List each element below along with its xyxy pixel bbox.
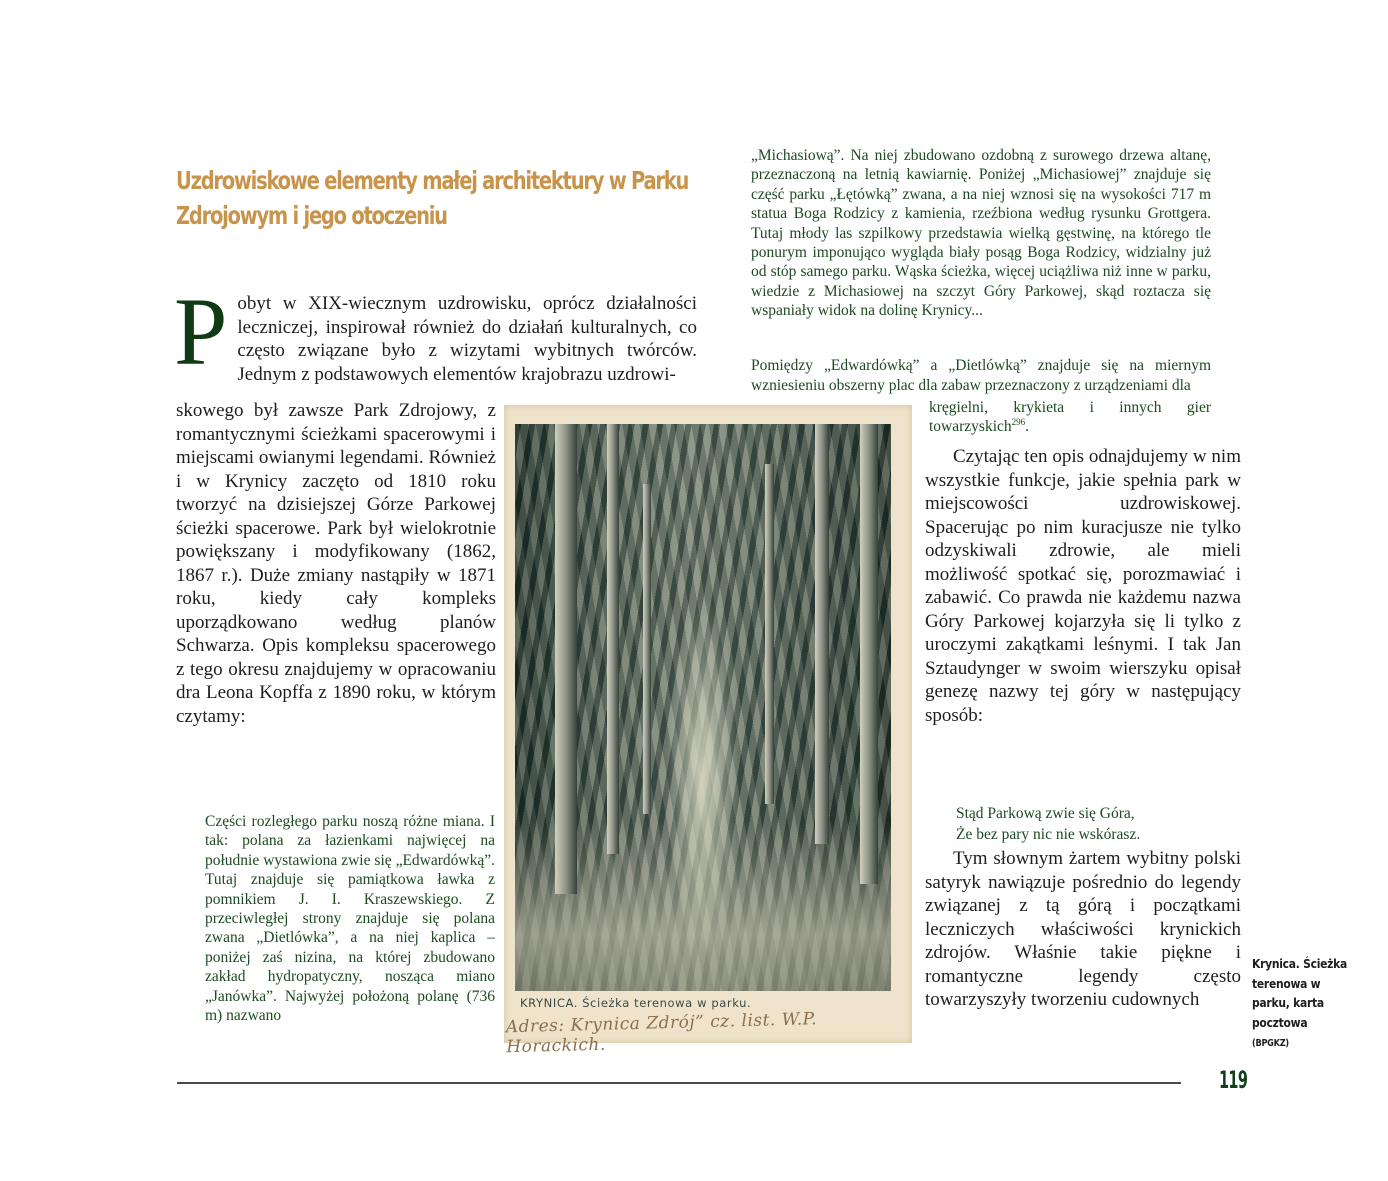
- tree-trunk: [607, 424, 619, 854]
- postcard-handwriting: Adres: Krynica Zdrój” cz. list. W.P. Horackich.: [505, 1009, 818, 1058]
- tree-trunk: [815, 424, 829, 844]
- kopff-quote-part2: [751, 146, 1211, 321]
- kopff-quote-part4: kręgielni, krykieta i innych gier towarzyskich$^{296}$.: [929, 399, 1211, 436]
- left-column: [176, 399, 496, 728]
- postcard-printed-caption: KRYNICA. Ścieżka terenowa w parku.: [520, 996, 752, 1010]
- drop-cap: P: [174, 278, 228, 385]
- tree-trunk: [765, 464, 774, 804]
- figure-source: (BPGKZ): [1252, 1038, 1289, 1049]
- intro-text: obyt w XIX-wiecznym uzdrowisku, oprócz działalności leczniczej, inspirował również do działań kulturalnych, co często związane było z wizytami wybitnych twórców. Jednym z podstawowych elementów krajobrazu uzdrowi-: [237, 293, 697, 385]
- paragraph-text: Tym słownym żartem wybitny polski satyryk nawiązuje pośrednio do legendy związanej z tą górą i początkami leczniczych właściwości krynickich zdrojów. Właśnie takie piękne i romantyczne legendy często towarzyszyły tworzeniu cudownych: [925, 848, 1241, 1010]
- sztaudynger-verse: [956, 803, 1216, 845]
- section-title: Uzdrowiskowe elementy małej architektury w Parku Zdrojowym i jego otoczeniu: [176, 165, 689, 230]
- verse-line: Stąd Parkową zwie się Góra,: [956, 805, 1135, 822]
- kopff-quote-end: kręgielni, krykieta i innych gier towarzyskich: [929, 399, 1211, 436]
- right-column-paragraph2: [925, 847, 1241, 1012]
- kopff-quote-part1: Części rozległego parku noszą różne miana. I tak: polana za łazienkami najwięcej na południe wystawiona zwie się „Edwardówką”. Tutaj znajduje się pamiątkowa ławka z pomnikiem J. I. Kraszewskiego. Z przeciwległej strony znajduje się polana zwana „Dietlówka”, a na niej kaplica – poniżej zaś nizina, na której zbudowano zakład hydropatyczny, nosząca miano „Janówka”. Najwyżej położoną polanę (736 m) nazwano: [205, 813, 495, 1025]
- footnote-ref[interactable]: 296: [1011, 417, 1026, 428]
- paragraph-text: Czytając ten opis odnajdujemy w nim wszystkie funkcje, jakie spełnia park w miejscowości uzdrowiskowej. Spacerując po nim kuracjusze nie tylko odzyskiwali zdrowie, ale mieli możliwość spotkać się, porozmawiać i zabawić. Co prawda nie każdemu nazwa Góry Parkowej kojarzyła się li tylko z uroczymi zakątkami leśnymi. I tak Jan Sztaudynger w swoim wierszyku opisał genezę nazwy tej góry w następujący sposób:: [925, 446, 1241, 726]
- figure-caption: [1252, 954, 1355, 1054]
- tree-trunk: [643, 484, 651, 814]
- tree-trunk: [555, 424, 577, 894]
- page-number: 119: [1219, 1066, 1248, 1094]
- intro-paragraph: [174, 278, 697, 386]
- tree-trunk: [860, 424, 878, 884]
- verse-line: Że bez pary nic nie wskórasz.: [956, 826, 1141, 843]
- postcard-image: [504, 405, 912, 1058]
- right-column-paragraph1: [925, 445, 1241, 727]
- kopff-quote-text: „Michasiową”. Na niej zbudowano ozdobną z surowego drzewa altanę, przeznaczoną na letnią kawiarnię. Poniżej „Michasiowej” znajduje się część parku „Łętówką” zwana, a na niej wznosi się na wysokości 717 m statua Boga Rodzicy z kamienia, rzeźbiona według rysunku Grottgera. Tutaj młody las szpilkowy przedstawia wielką gęstwinę, na którego tle ponurym imponująco wygląda biały posąg Boga Rodzicy, widzialny już od stóp samego parku. Wąska ścieżka, więcej uciążliwa niż inne w parku, wiedzie z Michasiowej na szczyt Góry Parkowej, skąd roztacza się wspaniały widok na dolinę Krynicy...: [751, 147, 1211, 320]
- left-column-text: skowego był zawsze Park Zdrojowy, z romantycznymi ścieżkami spacerowymi i miejscami owianymi legendami. Również i w Krynicy zaczęto od 1810 roku tworzyć na dzisiejszej Górze Parkowej ścieżki spacerowe. Park był wielokrotnie powiększany i modyfikowany (1862, 1867 r.). Duże zmiany nastąpiły w 1871 roku, kiedy cały kompleks uporządkowano według planów Schwarza. Opis kompleksu spacerowego z tego okresu znajdujemy w opracowaniu dra Leona Kopffa z 1890 roku, w którym czytamy:: [176, 400, 496, 727]
- kopff-quote-part3: Pomiędzy „Edwardówką” a „Dietlówką” znajduje się na miernym wzniesieniu obszerny plac dla zabaw przeznaczony z urządzeniami dla: [751, 357, 1211, 394]
- footer-rule: [177, 1082, 1181, 1084]
- park-alley-photo: [515, 424, 891, 991]
- figure-caption-text: Krynica. Ścieżka terenowa w parku, karta pocztowa: [1252, 956, 1348, 1030]
